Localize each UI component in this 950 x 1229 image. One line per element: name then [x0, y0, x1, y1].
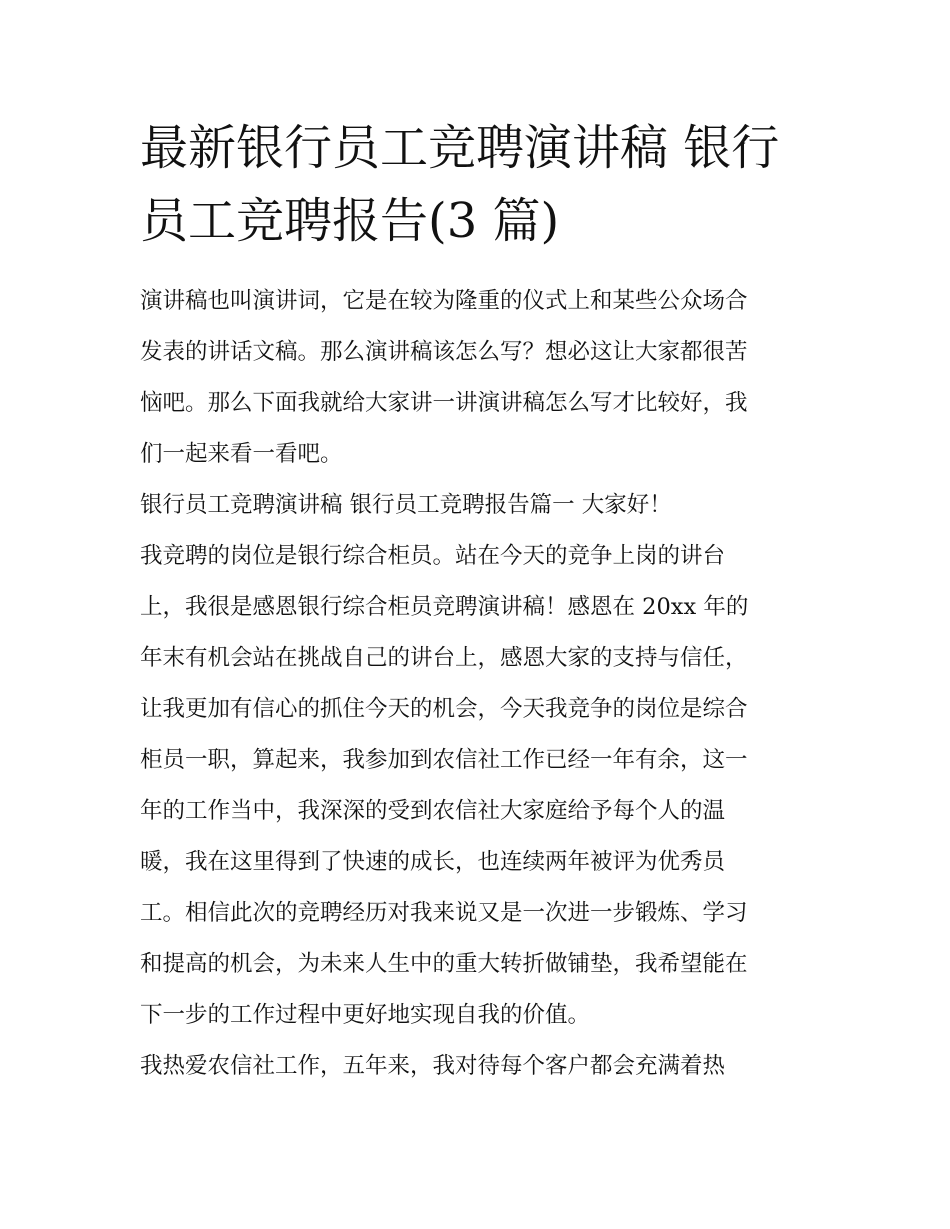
body-line: 和提高的机会，为未来人生中的重大转折做铺垫，我希望能在	[140, 951, 748, 977]
body-line: 们一起来看一看吧。	[140, 441, 343, 467]
section-heading-line: 银行员工竞聘演讲稿 银行员工竞聘报告篇一 大家好！	[140, 492, 672, 518]
body-line: 我竞聘的岗位是银行综合柜员。站在今天的竞争上岗的讲台	[140, 543, 726, 569]
body-line: 暖，我在这里得到了快速的成长，也连续两年被评为优秀员	[140, 849, 726, 875]
body-line: 年末有机会站在挑战自己的讲台上，感恩大家的支持与信任，	[140, 645, 748, 671]
body-line: 我热爱农信社工作，五年来，我对待每个客户都会充满着热	[140, 1053, 726, 1079]
document-body	[140, 276, 820, 1092]
title-line-1: 最新银行员工竞聘演讲稿 银行	[140, 120, 780, 176]
document-title	[140, 112, 820, 258]
body-line: 发表的讲话文稿。那么演讲稿该怎么写？想必这让大家都很苦	[140, 339, 748, 365]
body-line: 上，我很是感恩银行综合柜员竞聘演讲稿！感恩在 20xx 年的	[140, 594, 749, 620]
body-line: 恼吧。那么下面我就给大家讲一讲演讲稿怎么写才比较好，我	[140, 390, 748, 416]
title-line-2: 员工竞聘报告(3 篇)	[140, 193, 560, 249]
body-line: 工。相信此次的竞聘经历对我来说又是一次进一步锻炼、学习	[140, 900, 748, 926]
body-line: 演讲稿也叫演讲词，它是在较为隆重的仪式上和某些公众场合	[140, 288, 748, 314]
body-line: 年的工作当中，我深深的受到农信社大家庭给予每个人的温	[140, 798, 726, 824]
body-line: 下一步的工作过程中更好地实现自我的价值。	[140, 1002, 591, 1028]
body-line: 柜员一职，算起来，我参加到农信社工作已经一年有余，这一	[140, 747, 748, 773]
body-line: 让我更加有信心的抓住今天的机会，今天我竞争的岗位是综合	[140, 696, 748, 722]
